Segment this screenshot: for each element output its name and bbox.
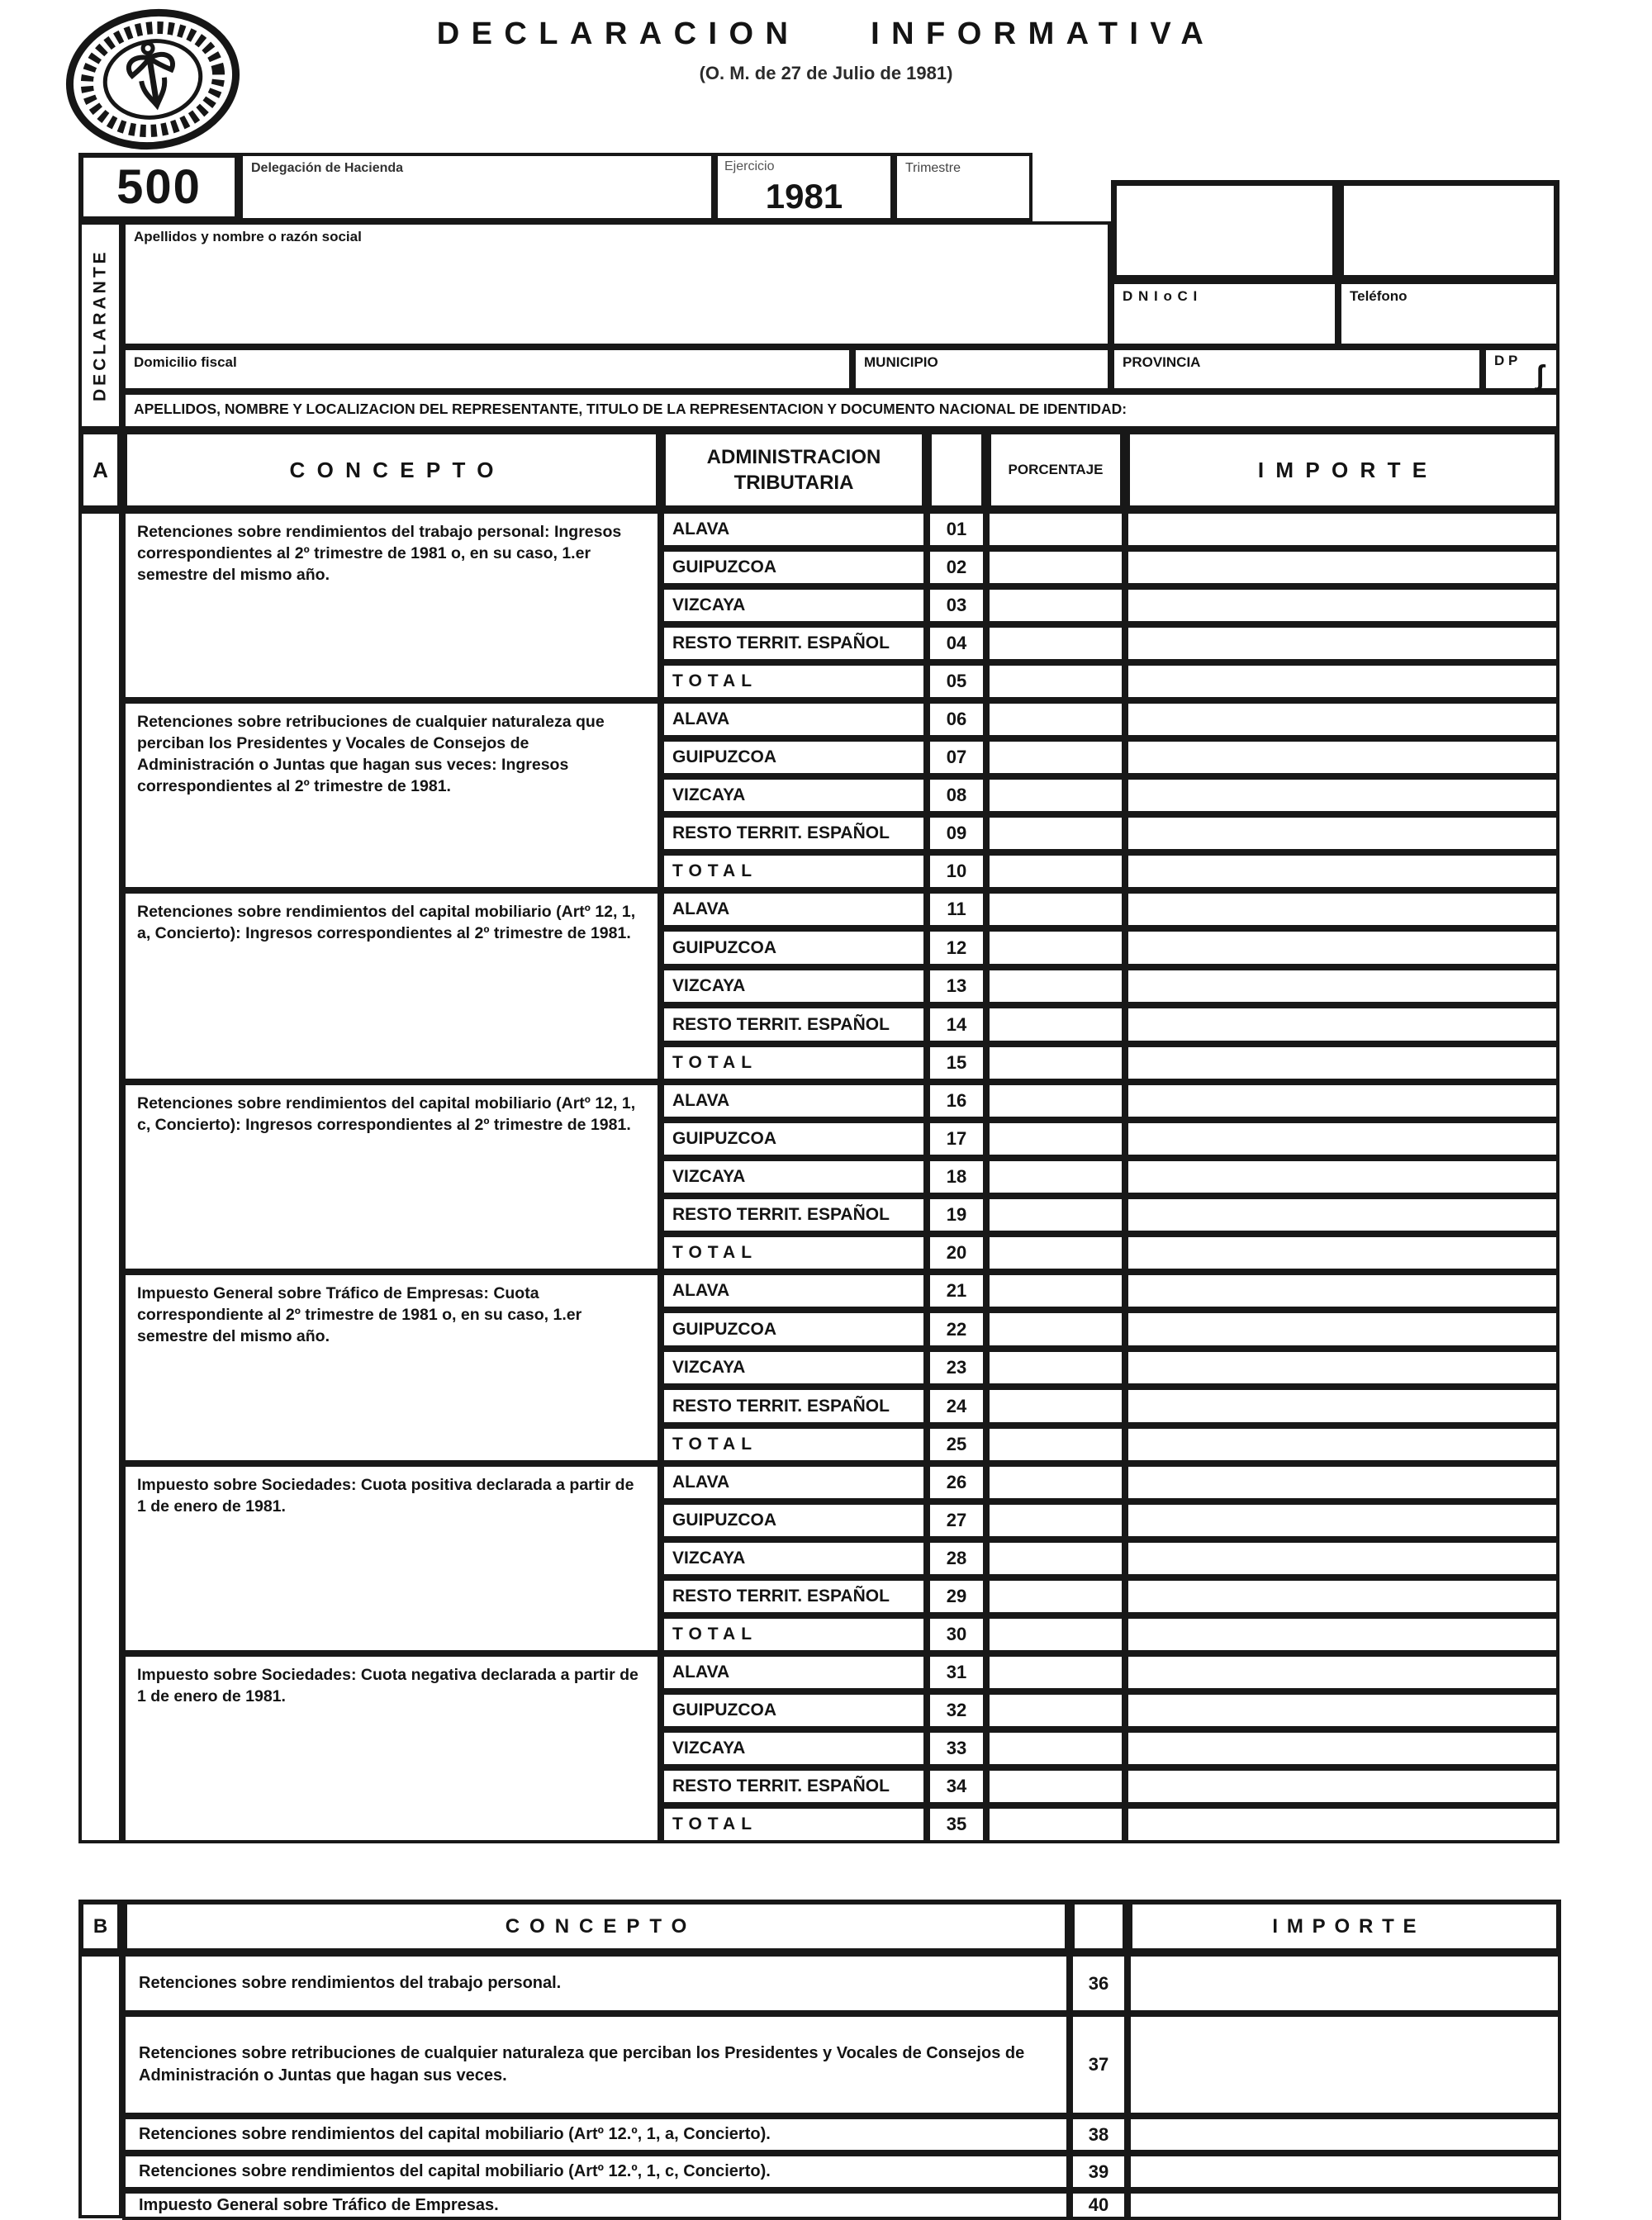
importe-input-cell[interactable] [1125,1158,1559,1196]
territory-cell: RESTO TERRIT. ESPAÑOL [661,1577,927,1615]
section-b-side-strip [78,1953,122,2218]
territory-cell: VIZCAYA [661,1539,927,1577]
porcentaje-input-cell[interactable] [986,1539,1125,1577]
importe-input-cell[interactable] [1125,1044,1559,1082]
territory-cell: GUIPUZCOA [661,1501,927,1539]
ejercicio-box [714,153,894,221]
importe-input-cell[interactable] [1125,814,1559,852]
porcentaje-input-cell[interactable] [986,1767,1125,1805]
code-cell-b: 39 [1070,2153,1127,2190]
code-cell: 21 [927,1272,986,1310]
territory-cell: VIZCAYA [661,776,927,814]
importe-input-cell[interactable] [1125,1425,1559,1463]
code-cell: 20 [927,1234,986,1272]
importe-input-cell-b[interactable] [1127,1953,1561,2014]
code-cell: 24 [927,1387,986,1425]
page-subtitle: (O. M. de 27 de Julio de 1981) [699,63,953,83]
territory-cell: TOTAL [661,1044,927,1082]
ejercicio-value: 1981 [765,177,843,216]
code-cell: 13 [927,967,986,1005]
importe-input-cell[interactable] [1125,1196,1559,1234]
porcentaje-input-cell[interactable] [986,624,1125,662]
code-cell: 22 [927,1310,986,1349]
dni-label: D N I o C I [1123,288,1199,304]
code-cell: 12 [927,928,986,967]
code-cell-b: 36 [1070,1953,1127,2014]
territory-cell: GUIPUZCOA [661,1310,927,1349]
territory-cell: VIZCAYA [661,1349,927,1387]
reference-box-left[interactable] [1111,180,1338,281]
importe-input-cell[interactable] [1125,1501,1559,1539]
code-cell: 03 [927,586,986,624]
territory-cell: GUIPUZCOA [661,1120,927,1158]
apellidos-field[interactable] [122,221,1111,347]
importe-input-cell[interactable] [1125,852,1559,890]
page-title: DECLARACION INFORMATIVA [436,17,1216,51]
porcentaje-input-cell[interactable] [986,1272,1125,1310]
municipio-label: MUNICIPIO [864,354,938,370]
porcentaje-input-cell[interactable] [986,1653,1125,1691]
porcentaje-input-cell[interactable] [986,776,1125,814]
territory-cell: TOTAL [661,1425,927,1463]
provincia-label: PROVINCIA [1123,354,1201,370]
porcentaje-input-cell[interactable] [986,928,1125,967]
declarante-side-label: DECLARANTE [78,221,122,429]
code-cell: 16 [927,1082,986,1120]
form-number: 500 [116,160,202,214]
territory-cell: GUIPUZCOA [661,738,927,776]
porcentaje-input-cell[interactable] [986,1044,1125,1082]
importe-input-cell[interactable] [1125,1005,1559,1044]
code-cell: 05 [927,662,986,700]
territory-cell: VIZCAYA [661,586,927,624]
territory-cell: GUIPUZCOA [661,548,927,586]
concepto-cell: Retenciones sobre retribuciones de cualquier naturaleza que perciban los Presidentes y Vocales de Consejos de Administración o Juntas que hagan sus veces: Ingresos correspondientes al 2º trimestre de 1981. [122,700,661,890]
territory-cell: TOTAL [661,1234,927,1272]
code-cell: 17 [927,1120,986,1158]
importe-input-cell[interactable] [1125,1272,1559,1310]
porcentaje-input-cell[interactable] [986,738,1125,776]
territory-cell: RESTO TERRIT. ESPAÑOL [661,1387,927,1425]
porcentaje-input-cell[interactable] [986,586,1125,624]
importe-input-cell[interactable] [1125,624,1559,662]
porcentaje-input-cell[interactable] [986,1615,1125,1653]
importe-input-cell[interactable] [1125,776,1559,814]
section-a-label-box [78,429,122,510]
dni-field[interactable] [1111,281,1338,347]
header-code-spacer [927,429,986,510]
porcentaje-input-cell[interactable] [986,967,1125,1005]
territory-cell: RESTO TERRIT. ESPAÑOL [661,624,927,662]
code-cell: 06 [927,700,986,738]
importe-input-cell[interactable] [1125,1234,1559,1272]
representante-field[interactable] [122,391,1559,429]
porcentaje-input-cell[interactable] [986,1234,1125,1272]
header-importe-b: IMPORTE [1127,1900,1561,1953]
importe-input-cell[interactable] [1125,1691,1559,1729]
section-a-label: A [93,457,108,482]
territory-cell: VIZCAYA [661,1158,927,1196]
code-cell: 01 [927,510,986,548]
code-cell: 25 [927,1425,986,1463]
importe-input-cell[interactable] [1125,1082,1559,1120]
code-cell: 34 [927,1767,986,1805]
porcentaje-input-cell[interactable] [986,548,1125,586]
territory-cell: VIZCAYA [661,1729,927,1767]
concepto-cell: Impuesto sobre Sociedades: Cuota positiva declarada a partir de 1 de enero de 1981. [122,1463,661,1653]
code-cell: 08 [927,776,986,814]
porcentaje-input-cell[interactable] [986,700,1125,738]
territory-cell: TOTAL [661,1805,927,1843]
importe-input-cell[interactable] [1125,1349,1559,1387]
telefono-label: Teléfono [1350,288,1408,304]
concepto-cell-b: Retenciones sobre rendimientos del trabajo personal. [122,1953,1070,2014]
delegacion-field[interactable] [240,153,714,221]
importe-input-cell-b[interactable] [1127,2190,1561,2220]
importe-input-cell[interactable] [1125,700,1559,738]
section-b-label: B [93,1914,108,1938]
telefono-field[interactable] [1338,281,1559,347]
code-cell: 18 [927,1158,986,1196]
representante-label: APELLIDOS, NOMBRE Y LOCALIZACION DEL REPRESENTANTE, TITULO DE LA REPRESENTACION Y DOCUMENTO NACIONAL DE IDENTIDAD: [134,401,1127,417]
concepto-cell-b: Retenciones sobre retribuciones de cualquier naturaleza que perciban los Presidentes y Vocales de Consejos de Administración o Juntas que hagan sus veces. [122,2014,1070,2116]
apellidos-label: Apellidos y nombre o razón social [134,229,362,244]
importe-input-cell[interactable] [1125,890,1559,928]
porcentaje-input-cell[interactable] [986,1158,1125,1196]
porcentaje-input-cell[interactable] [986,1463,1125,1501]
concepto-cell-b: Retenciones sobre rendimientos del capital mobiliario (Artº 12.º, 1, a, Concierto). [122,2116,1070,2153]
porcentaje-input-cell[interactable] [986,1120,1125,1158]
importe-input-cell[interactable] [1125,1120,1559,1158]
porcentaje-input-cell[interactable] [986,1082,1125,1120]
code-cell: 27 [927,1501,986,1539]
code-cell: 07 [927,738,986,776]
territory-cell: GUIPUZCOA [661,928,927,967]
importe-input-cell[interactable] [1125,510,1559,548]
code-cell: 30 [927,1615,986,1653]
importe-input-cell[interactable] [1125,548,1559,586]
municipio-field[interactable] [852,347,1111,391]
header-concepto-a: CONCEPTO [122,429,661,510]
importe-input-cell[interactable] [1125,1310,1559,1349]
form-number-box [78,153,240,221]
importe-input-cell[interactable] [1125,1615,1559,1653]
porcentaje-input-cell[interactable] [986,1387,1125,1425]
territory-cell: RESTO TERRIT. ESPAÑOL [661,1767,927,1805]
territory-cell: ALAVA [661,1463,927,1501]
porcentaje-input-cell[interactable] [986,1501,1125,1539]
territory-cell: ALAVA [661,1653,927,1691]
code-cell: 04 [927,624,986,662]
territory-cell: TOTAL [661,852,927,890]
delegacion-label: Delegación de Hacienda [251,161,404,175]
porcentaje-input-cell[interactable] [986,662,1125,700]
code-cell: 35 [927,1805,986,1843]
importe-input-cell[interactable] [1125,1463,1559,1501]
trimestre-label: Trimestre [905,161,961,175]
concepto-cell: Impuesto sobre Sociedades: Cuota negativa declarada a partir de 1 de enero de 1981. [122,1653,661,1843]
porcentaje-input-cell[interactable] [986,814,1125,852]
importe-input-cell[interactable] [1125,738,1559,776]
header-code-spacer-b [1070,1900,1127,1953]
importe-input-cell-b[interactable] [1127,2153,1561,2190]
code-cell-b: 37 [1070,2014,1127,2116]
porcentaje-input-cell[interactable] [986,1196,1125,1234]
territory-cell: ALAVA [661,510,927,548]
porcentaje-input-cell[interactable] [986,1349,1125,1387]
code-cell: 23 [927,1349,986,1387]
importe-input-cell[interactable] [1125,1729,1559,1767]
concepto-cell: Retenciones sobre rendimientos del trabajo personal: Ingresos correspondientes al 2º trimestre de 1981 o, en su caso, 1.er semestre del mismo año. [122,510,661,700]
code-cell: 11 [927,890,986,928]
dp-field[interactable] [1483,347,1559,391]
hacienda-ministry-seal [62,8,244,150]
code-cell: 14 [927,1005,986,1044]
code-cell: 28 [927,1539,986,1577]
territory-cell: VIZCAYA [661,967,927,1005]
section-b-label-box [78,1900,122,1953]
porcentaje-input-cell[interactable] [986,1005,1125,1044]
trimestre-field[interactable] [894,153,1032,221]
porcentaje-input-cell[interactable] [986,1691,1125,1729]
importe-input-cell[interactable] [1125,967,1559,1005]
code-cell: 32 [927,1691,986,1729]
concepto-cell-b: Impuesto General sobre Tráfico de Empresas. [122,2190,1070,2220]
domicilio-field[interactable] [122,347,852,391]
header-importe-a: IMPORTE [1125,429,1559,510]
dp-label: D P [1494,353,1518,368]
porcentaje-input-cell[interactable] [986,1425,1125,1463]
header-concepto-b: CONCEPTO [122,1900,1070,1953]
territory-cell: ALAVA [661,700,927,738]
code-cell: 09 [927,814,986,852]
concepto-cell: Retenciones sobre rendimientos del capital mobiliario (Artº 12, 1, a, Concierto): Ingresos correspondientes al 2º trimestre de 1981. [122,890,661,1082]
importe-input-cell[interactable] [1125,1577,1559,1615]
territory-cell: TOTAL [661,662,927,700]
importe-input-cell[interactable] [1125,662,1559,700]
importe-input-cell[interactable] [1125,1539,1559,1577]
ejercicio-label: Ejercicio [724,159,775,173]
header-administracion: ADMINISTRACION TRIBUTARIA [661,429,927,510]
header-porcentaje: PORCENTAJE [986,429,1125,510]
territory-cell: RESTO TERRIT. ESPAÑOL [661,1005,927,1044]
porcentaje-input-cell[interactable] [986,1729,1125,1767]
code-cell: 10 [927,852,986,890]
territory-cell: ALAVA [661,1082,927,1120]
porcentaje-input-cell[interactable] [986,1310,1125,1349]
importe-input-cell[interactable] [1125,1805,1559,1843]
territory-cell: ALAVA [661,890,927,928]
territory-cell: ALAVA [661,1272,927,1310]
territory-cell: RESTO TERRIT. ESPAÑOL [661,814,927,852]
code-cell: 02 [927,548,986,586]
importe-input-cell[interactable] [1125,1387,1559,1425]
importe-input-cell-b[interactable] [1127,2116,1561,2153]
dp-mark: ʃ [1535,360,1545,391]
code-cell: 33 [927,1729,986,1767]
reference-box-right[interactable] [1338,180,1559,281]
porcentaje-input-cell[interactable] [986,1577,1125,1615]
provincia-field[interactable] [1111,347,1483,391]
porcentaje-input-cell[interactable] [986,1805,1125,1843]
territory-cell: RESTO TERRIT. ESPAÑOL [661,1196,927,1234]
concepto-cell: Retenciones sobre rendimientos del capital mobiliario (Artº 12, 1, c, Concierto): Ingresos correspondientes al 2º trimestre de 1981. [122,1082,661,1272]
importe-input-cell-b[interactable] [1127,2014,1561,2116]
porcentaje-input-cell[interactable] [986,852,1125,890]
concepto-cell-b: Retenciones sobre rendimientos del capital mobiliario (Artº 12.º, 1, c, Concierto). [122,2153,1070,2190]
code-cell: 19 [927,1196,986,1234]
porcentaje-input-cell[interactable] [986,510,1125,548]
code-cell: 26 [927,1463,986,1501]
territory-cell: GUIPUZCOA [661,1691,927,1729]
concepto-cell: Impuesto General sobre Tráfico de Empresas: Cuota correspondiente al 2º trimestre de 1981 o, en su caso, 1.er semestre del mismo año. [122,1272,661,1463]
importe-input-cell[interactable] [1125,1767,1559,1805]
importe-input-cell[interactable] [1125,928,1559,967]
code-cell-b: 38 [1070,2116,1127,2153]
code-cell: 31 [927,1653,986,1691]
code-cell-b: 40 [1070,2190,1127,2220]
code-cell: 15 [927,1044,986,1082]
importe-input-cell[interactable] [1125,1653,1559,1691]
porcentaje-input-cell[interactable] [986,890,1125,928]
domicilio-label: Domicilio fiscal [134,354,237,370]
importe-input-cell[interactable] [1125,586,1559,624]
territory-cell: TOTAL [661,1615,927,1653]
section-a-side-strip [78,510,122,1843]
code-cell: 29 [927,1577,986,1615]
